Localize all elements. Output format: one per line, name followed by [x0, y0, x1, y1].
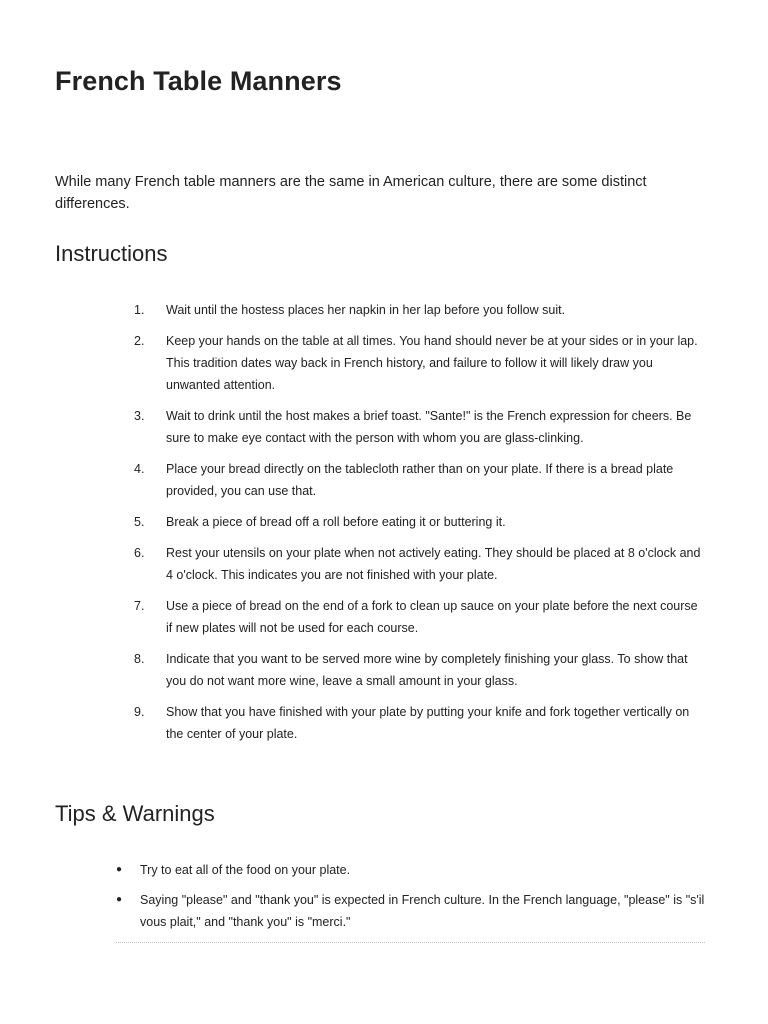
- step-text: Indicate that you want to be served more wine by completely finishing your glass. To show that you do not want more wine, leave a small amount in your glass.: [166, 652, 688, 688]
- tips-list: [0, 859, 768, 941]
- instruction-step: [0, 701, 706, 745]
- instruction-step: [0, 595, 706, 639]
- step-number: 5.: [134, 515, 145, 529]
- step-number: 8.: [134, 652, 145, 666]
- instruction-step: [0, 542, 706, 586]
- instruction-step: [0, 511, 706, 533]
- step-text: Place your bread directly on the tablecloth rather than on your plate. If there is a bread plate provided, you can use that.: [166, 462, 674, 498]
- step-number: 7.: [134, 599, 145, 613]
- step-number: 3.: [134, 409, 145, 423]
- instructions-heading: Instructions: [55, 241, 168, 266]
- instruction-step: [0, 405, 706, 449]
- step-text: Wait until the hostess places her napkin in her lap before you follow suit.: [166, 303, 566, 317]
- bullet-icon: ●: [116, 864, 123, 875]
- instruction-step: [0, 330, 706, 396]
- tip-text: Try to eat all of the food on your plate.: [140, 863, 351, 877]
- step-text: Wait to drink until the host makes a brief toast. "Sante!" is the French expression for cheers. Be sure to make eye contact with the person with whom you are glass-clinking.: [166, 409, 692, 445]
- step-number: 1.: [134, 303, 145, 317]
- step-number: 6.: [134, 546, 145, 560]
- step-text: Keep your hands on the table at all times. You hand should never be at your sides or in your lap. This tradition dates way back in French history, and failure to follow it will likely draw you unwanted attention.: [166, 334, 698, 392]
- step-number: 9.: [134, 705, 145, 719]
- instructions-list: [0, 299, 768, 754]
- page-title: French Table Manners: [55, 66, 342, 96]
- intro-paragraph: While many French table manners are the same in American culture, there are some distinct differences.: [55, 174, 647, 212]
- tip-item: [0, 859, 706, 881]
- tip-text: Saying "please" and "thank you" is expected in French culture. In the French language, "please" is "s'il vous plait," and "thank you" is "merci.": [140, 893, 705, 929]
- tip-item: [0, 889, 706, 933]
- step-text: Use a piece of bread on the end of a fork to clean up sauce on your plate before the next course if new plates will not be used for each course.: [166, 599, 698, 635]
- instruction-step: [0, 458, 706, 502]
- step-number: 4.: [134, 462, 145, 476]
- step-text: Break a piece of bread off a roll before eating it or buttering it.: [166, 515, 506, 529]
- step-number: 2.: [134, 334, 145, 348]
- step-text: Rest your utensils on your plate when not actively eating. They should be placed at 8 o'clock and 4 o'clock. This indicates you are not finished with your plate.: [166, 546, 701, 582]
- instruction-step: [0, 299, 706, 321]
- instruction-step: [0, 648, 706, 692]
- tips-heading: Tips & Warnings: [55, 801, 215, 826]
- section-divider: [116, 942, 705, 943]
- step-text: Show that you have finished with your plate by putting your knife and fork together vertically on the center of your plate.: [166, 705, 690, 741]
- bullet-icon: ●: [116, 894, 123, 905]
